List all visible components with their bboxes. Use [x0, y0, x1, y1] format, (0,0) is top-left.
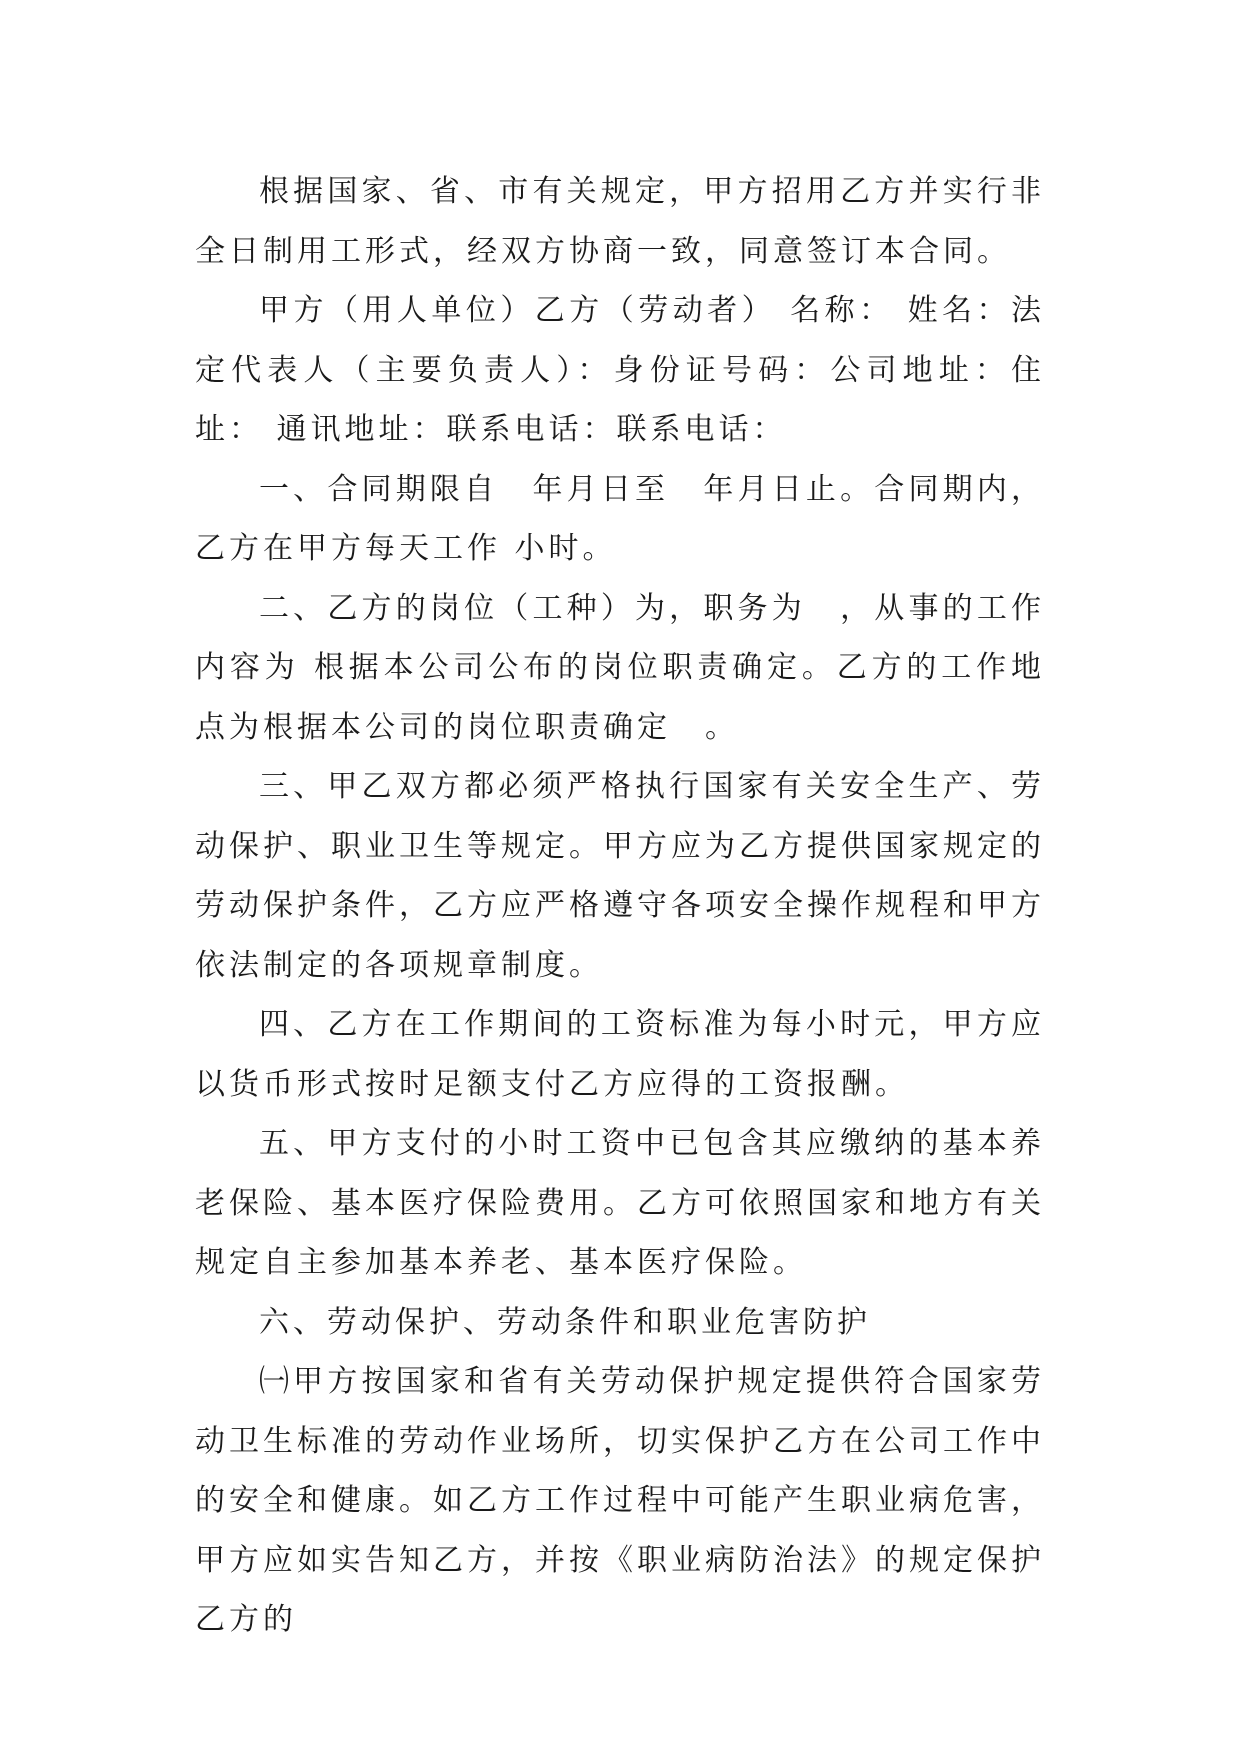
paragraph-clause-1: 一、合同期限自 年月日至 年月日止。合同期内，乙方在甲方每天工作 小时。: [195, 471, 1045, 566]
document-body: [195, 162, 1045, 1650]
paragraph-parties: 甲方（用人单位）乙方（劳动者） 名称： 姓名：法定代表人（主要负责人）：身份证号码：公司地址：住址： 通讯地址：联系电话：联系电话：: [195, 293, 1045, 447]
paragraph-clause-5: 五、甲方支付的小时工资中已包含其应缴纳的基本养老保险、基本医疗保险费用。乙方可依照国家和地方有关规定自主参加基本养老、基本医疗保险。: [195, 1126, 1045, 1280]
paragraph-clause-2: 二、乙方的岗位（工种）为，职务为 ，从事的工作内容为 根据本公司公布的岗位职责确定。乙方的工作地点为根据本公司的岗位职责确定 。: [195, 590, 1045, 745]
paragraph-intro: 根据国家、省、市有关规定，甲方招用乙方并实行非全日制用工形式，经双方协商一致，同意签订本合同。: [195, 174, 1045, 269]
paragraph-clause-3: 三、甲乙双方都必须严格执行国家有关安全生产、劳动保护、职业卫生等规定。甲方应为乙方提供国家规定的劳动保护条件，乙方应严格遵守各项安全操作规程和甲方依法制定的各项规章制度。: [195, 769, 1045, 983]
paragraph-clause-6-item-1: ㈠甲方按国家和省有关劳动保护规定提供符合国家劳动卫生标准的劳动作业场所，切实保护乙方在公司工作中的安全和健康。如乙方工作过程中可能产生职业病危害，甲方应如实告知乙方，并按《职业病防治法》的规定保护乙方的: [195, 1364, 1045, 1637]
paragraph-clause-4: 四、乙方在工作期间的工资标准为每小时元，甲方应以货币形式按时足额支付乙方应得的工资报酬。: [195, 1007, 1045, 1102]
paragraph-clause-6-heading: 六、劳动保护、劳动条件和职业危害防护: [259, 1304, 871, 1340]
